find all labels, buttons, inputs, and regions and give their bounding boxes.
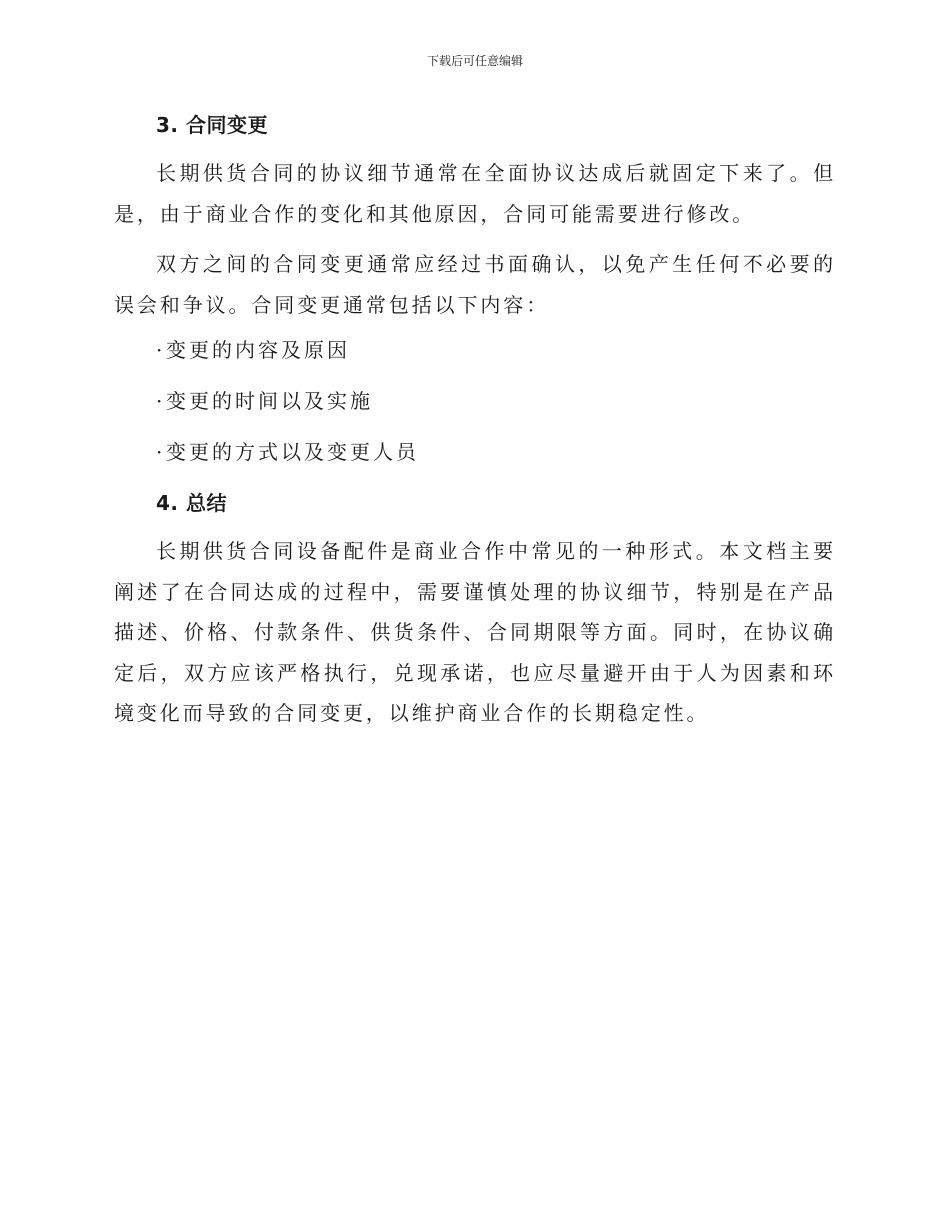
change-items-list [114,335,836,467]
list-item [156,437,836,467]
section-heading-summary: 4. 总结 [156,491,227,515]
list-item [156,386,836,416]
bullet-marker: · [156,338,163,362]
paragraph: 双方之间的合同变更通常应经过书面确认，以免产生任何不必要的误会和争议。合同变更通常包括以下内容： [114,252,836,317]
bullet-marker: · [156,389,163,413]
section-heading-contract-change: 3. 合同变更 [156,113,268,137]
list-item-text: 变更的方式以及变更人员 [166,440,419,464]
page-header-note: 下载后可任意编辑 [426,54,523,68]
paragraph: 长期供货合同的协议细节通常在全面协议达成后就固定下来了。但是，由于商业合作的变化和其他原因，合同可能需要进行修改。 [114,161,836,226]
bullet-marker: · [156,440,163,464]
list-item [156,335,836,365]
list-item-text: 变更的时间以及实施 [166,389,373,413]
list-item-text: 变更的内容及原因 [166,338,350,362]
document-body [114,110,836,744]
paragraph: 长期供货合同设备配件是商业合作中常见的一种形式。本文档主要阐述了在合同达成的过程中，需要谨慎处理的协议细节，特别是在产品描述、价格、付款条件、供货条件、合同期限等方面。同时，在协议确定后，双方应该严格执行，兑现承诺，也应尽量避开由于人为因素和环境变化而导致的合同变更，以维护商业合作的长期稳定性。 [114,539,836,725]
